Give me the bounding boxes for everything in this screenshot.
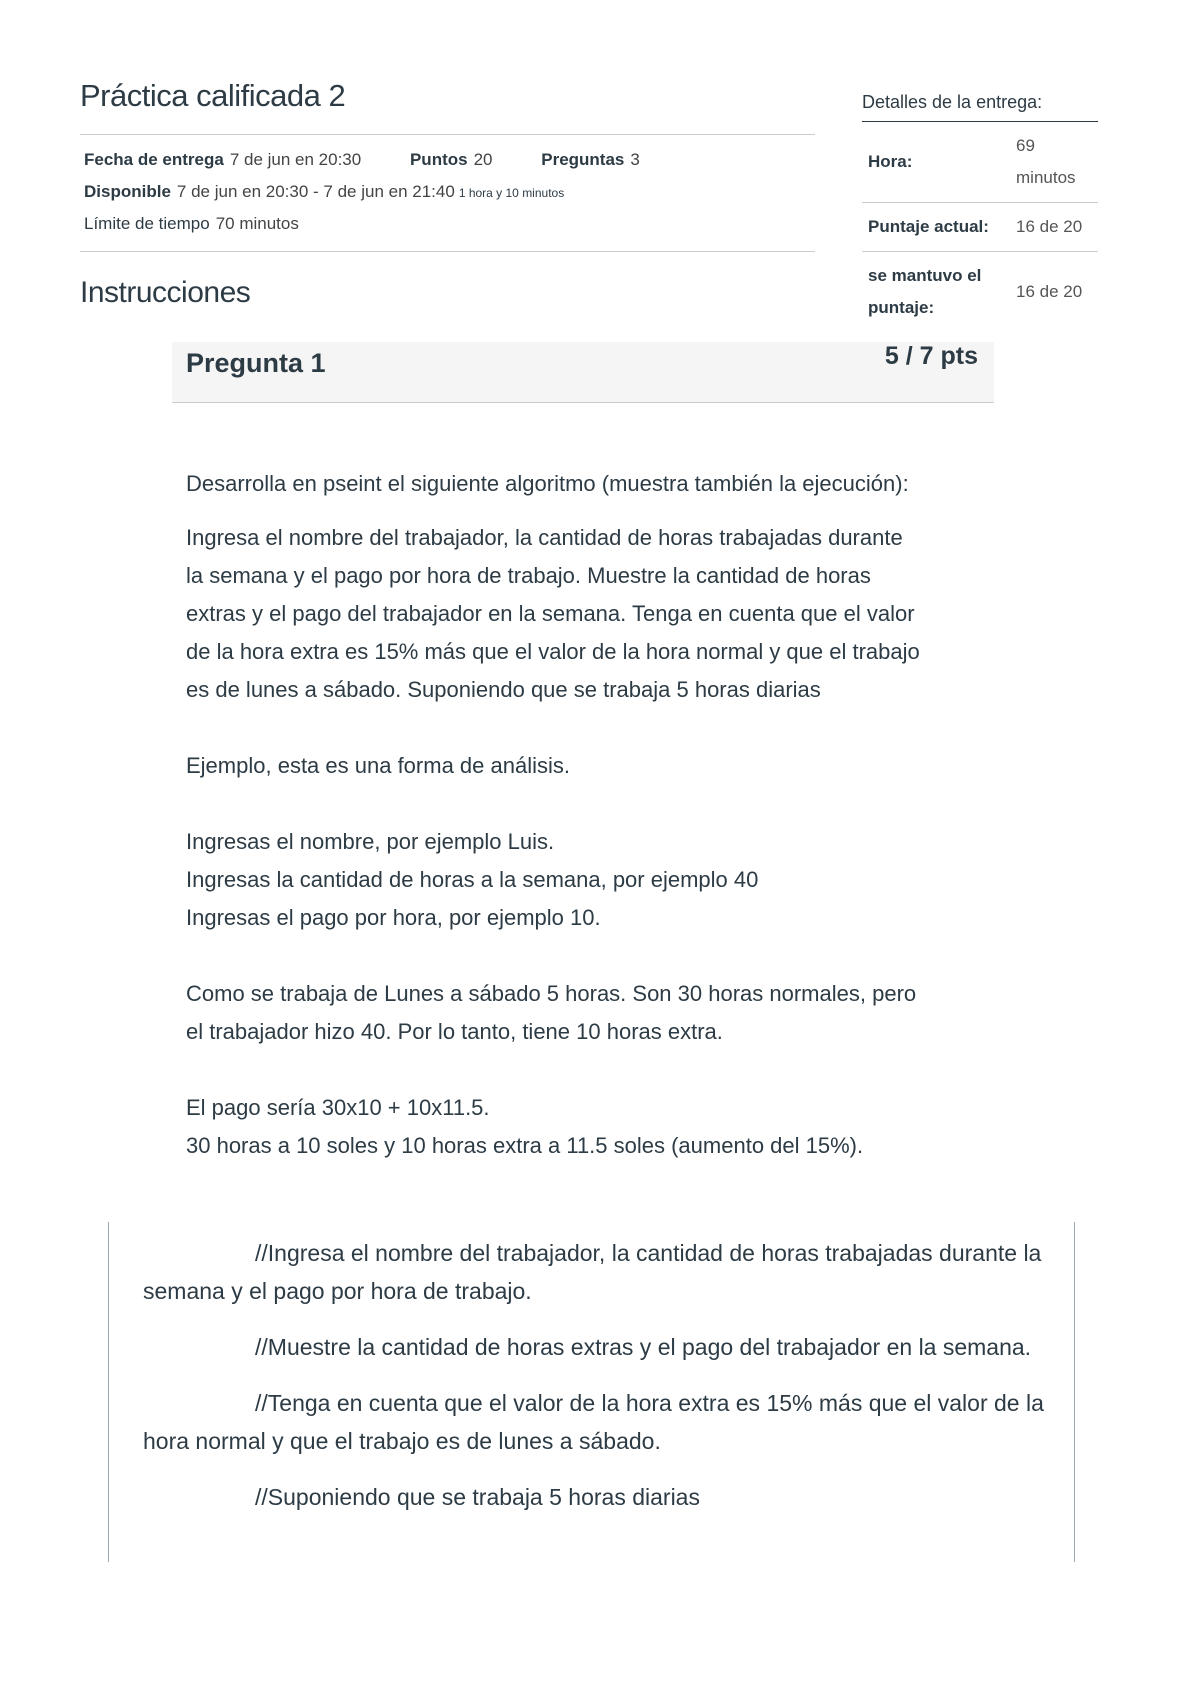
detail-row-kept-score	[862, 252, 1098, 332]
available-duration: 1 hora y 10 minutos	[458, 186, 565, 200]
question-paragraph: El pago sería 30x10 + 10x11.5.	[186, 1095, 490, 1120]
question-paragraph: Desarrolla en pseint el siguiente algoritmo (muestra también la ejecución):	[186, 471, 909, 496]
quiz-title: Práctica calificada 2	[80, 78, 346, 113]
meta-divider	[80, 251, 815, 252]
answer-paragraph: //Ingresa el nombre del trabajador, la cantidad de horas trabajadas durante la semana y el pago por hora de trabajo.	[143, 1240, 1042, 1304]
detail-value: 16 de 20	[1016, 217, 1083, 236]
submission-details-title: Detalles de la entrega:	[862, 92, 1098, 122]
detail-row-current-score	[862, 203, 1098, 252]
question-paragraph: de la hora extra es 15% más que el valor de la hora normal y que el trabajo	[186, 639, 920, 664]
detail-label: Hora:	[868, 152, 913, 171]
question-paragraph: Como se trabaja de Lunes a sábado 5 horas. Son 30 horas normales, pero	[186, 981, 917, 1006]
answer-text	[143, 1234, 1058, 1534]
due-label: Fecha de entrega	[84, 150, 224, 169]
question-paragraph: extras y el pago del trabajador en la semana. Tenga en cuenta que el valor	[186, 601, 915, 626]
question-paragraph: la semana y el pago por hora de trabajo. Muestre la cantidad de horas	[186, 563, 871, 588]
question-header	[172, 342, 994, 403]
question-paragraph: Ingresas la cantidad de horas a la semana, por ejemplo 40	[186, 867, 759, 892]
answer-paragraph: //Tenga en cuenta que el valor de la hora extra es 15% más que el valor de la hora normal y que el trabajo es de lunes a sábado.	[143, 1390, 1044, 1454]
question-paragraph: Ingresas el nombre, por ejemplo Luis.	[186, 829, 555, 854]
due-value: 7 de jun en 20:30	[229, 150, 362, 169]
questions-value: 3	[630, 150, 640, 169]
quiz-meta-row-3	[84, 214, 299, 234]
detail-label: se mantuvo el puntaje:	[868, 266, 982, 317]
instructions-heading: Instrucciones	[80, 276, 251, 309]
quiz-meta-row-1	[84, 150, 640, 170]
submission-details	[862, 92, 1098, 332]
detail-value: 69 minutos	[1016, 136, 1076, 187]
quiz-meta-row-2	[84, 182, 564, 202]
question-text	[186, 465, 986, 1165]
answer-paragraph: //Suponiendo que se trabaja 5 horas diarias	[255, 1484, 700, 1510]
question-paragraph: Ingresa el nombre del trabajador, la cantidad de horas trabajadas durante	[186, 525, 903, 550]
detail-label: Puntaje actual:	[868, 217, 989, 236]
detail-value: 16 de 20	[1016, 282, 1083, 301]
question-paragraph: Ejemplo, esta es una forma de análisis.	[186, 753, 570, 778]
question-name: Pregunta 1	[186, 348, 326, 378]
question-paragraph: el trabajador hizo 40. Por lo tanto, tiene 10 horas extra.	[186, 1019, 723, 1044]
points-value: 20	[473, 150, 493, 169]
title-divider	[80, 134, 815, 135]
question-paragraph: es de lunes a sábado. Suponiendo que se trabaja 5 horas diarias	[186, 677, 821, 702]
answer-box	[108, 1222, 1075, 1562]
points-label: Puntos	[409, 150, 468, 169]
question-paragraph: Ingresas el pago por hora, por ejemplo 10.	[186, 905, 601, 930]
available-label: Disponible	[84, 182, 171, 201]
detail-row-time	[862, 122, 1098, 203]
time-limit-value: 70 minutos	[215, 214, 299, 233]
questions-label: Preguntas	[541, 150, 625, 169]
question-points: 5 / 7 pts	[884, 342, 978, 370]
time-limit-label: Límite de tiempo	[84, 214, 210, 233]
question-paragraph: 30 horas a 10 soles y 10 horas extra a 11.5 soles (aumento del 15%).	[186, 1133, 864, 1158]
answer-paragraph: //Muestre la cantidad de horas extras y el pago del trabajador en la semana.	[255, 1334, 1032, 1360]
available-value: 7 de jun en 20:30 - 7 de jun en 21:40	[176, 182, 455, 201]
